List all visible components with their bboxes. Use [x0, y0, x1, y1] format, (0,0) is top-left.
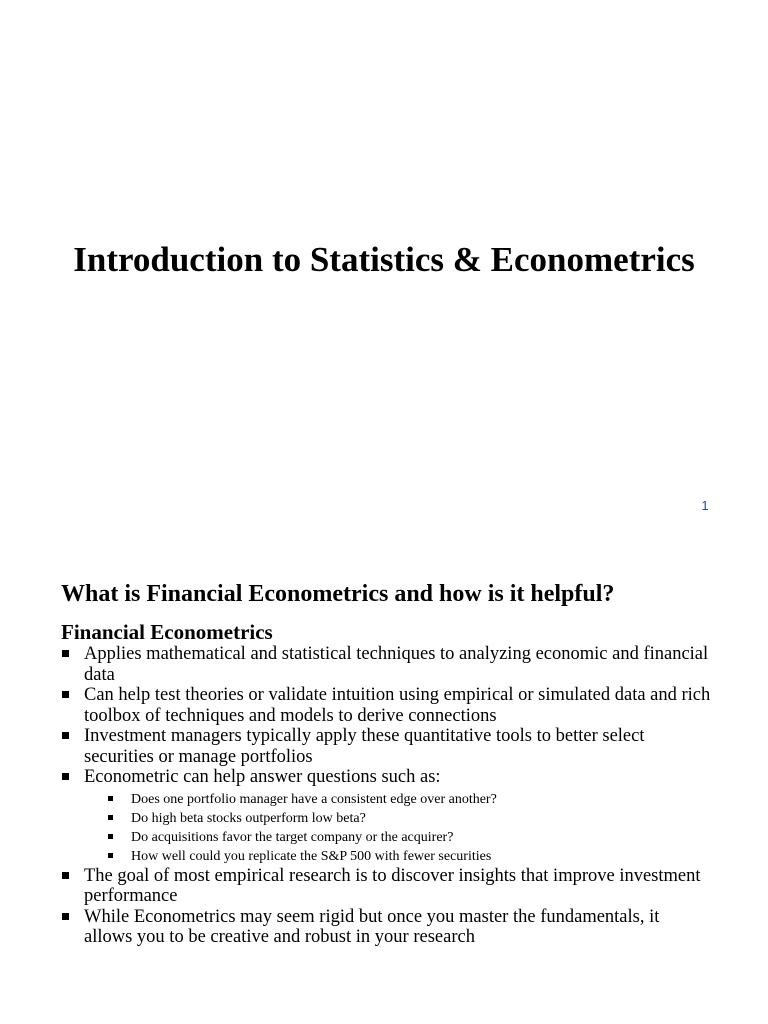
bullet-item: [61, 866, 711, 907]
page-number: 1: [701, 498, 709, 513]
bullet-text: Econometric can help answer questions such as:: [84, 767, 441, 787]
sub-bullet-item: [107, 790, 711, 809]
sub-bullet-item: [107, 828, 711, 847]
bullet-text: While Econometrics may seem rigid but once you master the fundamentals, it allows you to be creative and robust in your research: [84, 906, 660, 947]
sub-bullet-list: [84, 790, 711, 866]
bullet-item: [61, 767, 711, 866]
small-square-bullet-icon: [108, 853, 113, 858]
small-square-bullet-icon: [108, 815, 113, 820]
sub-bullet-text: Do high beta stocks outperform low beta?: [131, 810, 366, 826]
square-bullet-icon: [62, 650, 69, 657]
section-subtitle: Financial Econometrics: [61, 620, 273, 644]
bullet-text: The goal of most empirical research is to discover insights that improve investment performance: [84, 865, 701, 906]
sub-bullet-text: How well could you replicate the S&P 500 with fewer securities: [131, 848, 492, 864]
small-square-bullet-icon: [108, 834, 113, 839]
slide-2: [0, 545, 768, 1024]
bullet-text: Applies mathematical and statistical techniques to analyzing economic and financial data: [84, 644, 709, 685]
bullet-text: Investment managers typically apply these quantitative tools to better select securities or manage portfolios: [84, 726, 645, 767]
square-bullet-icon: [62, 773, 69, 780]
sub-bullet-text: Do acquisitions favor the target company or the acquirer?: [131, 829, 454, 845]
square-bullet-icon: [62, 691, 69, 698]
bullet-item: [61, 907, 711, 948]
bullet-item: [61, 685, 711, 726]
square-bullet-icon: [62, 913, 69, 920]
bullet-list: [61, 644, 711, 948]
square-bullet-icon: [62, 732, 69, 739]
small-square-bullet-icon: [108, 796, 113, 801]
sub-bullet-item: [107, 847, 711, 866]
bullet-item: [61, 726, 711, 767]
bullet-text: Can help test theories or validate intuition using empirical or simulated data and rich toolbox of techniques and models to derive connections: [84, 685, 711, 726]
square-bullet-icon: [62, 872, 69, 879]
sub-bullet-item: [107, 809, 711, 828]
slide-heading: What is Financial Econometrics and how is it helpful?: [61, 581, 615, 607]
slide-title: Introduction to Statistics & Econometrics: [73, 240, 695, 279]
sub-bullet-text: Does one portfolio manager have a consistent edge over another?: [131, 791, 497, 807]
bullet-item: [61, 644, 711, 685]
